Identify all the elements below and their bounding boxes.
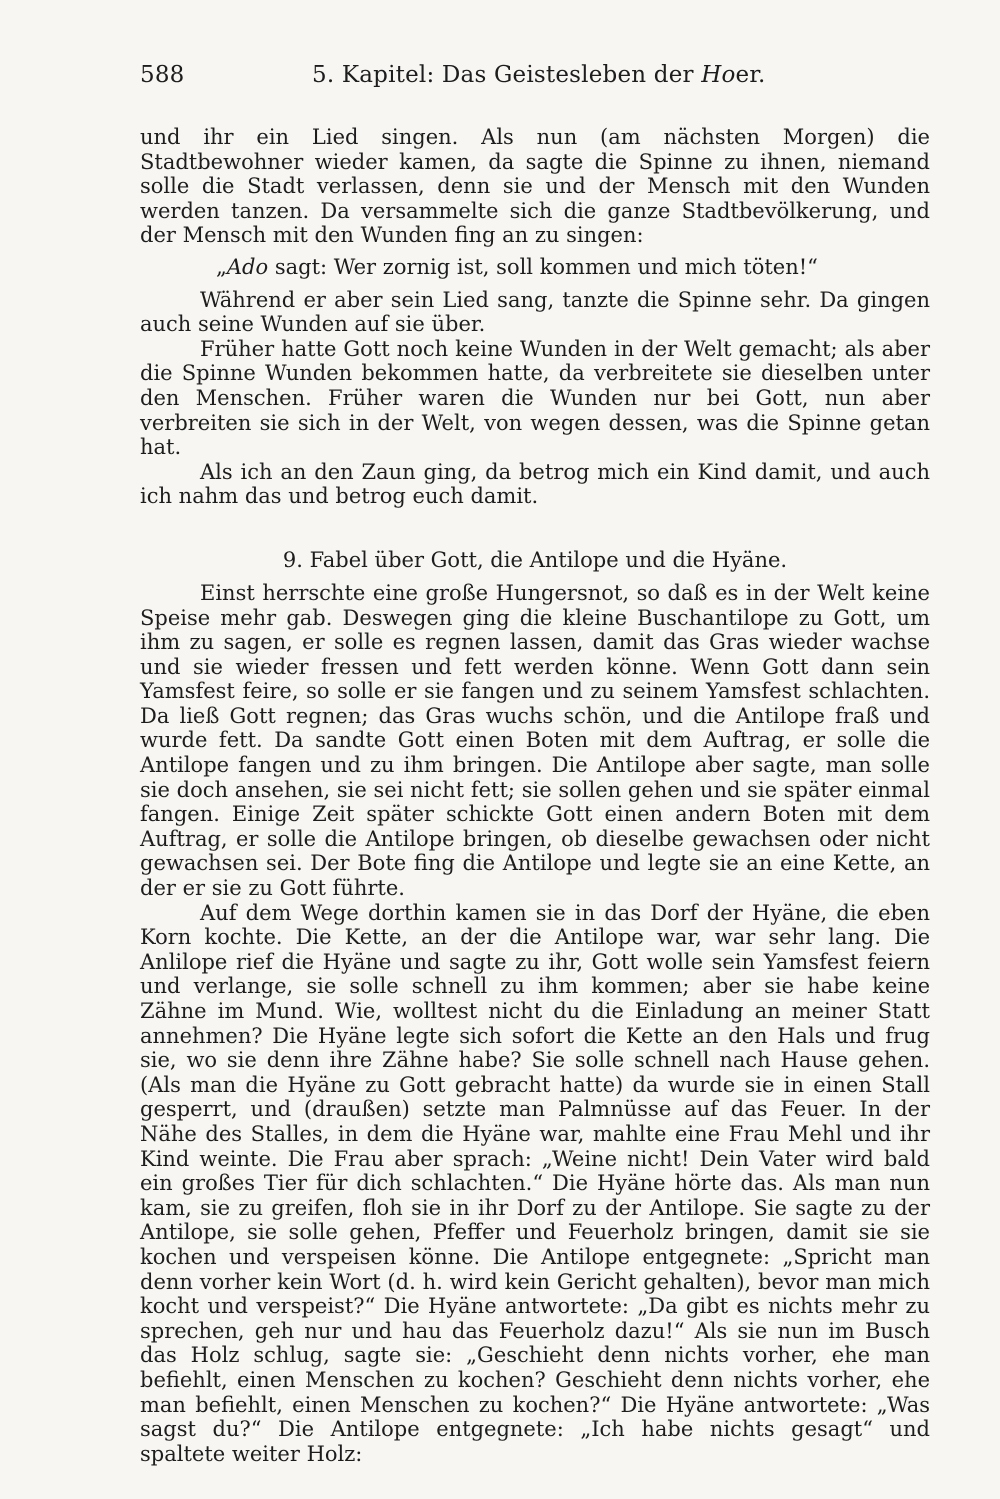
running-title-italic: Ho: [701, 62, 736, 88]
paragraph: Früher hatte Gott noch keine Wunden in der Welt gemacht; als aber die Spinne Wunden bekommen hatte, da verbreitete sie dieselben unter den Menschen. Früher waren die Wunden nur bei Gott, nun aber verbreiten sie sich in der Welt, von wegen dessen, was die Spinne getan hat.: [140, 336, 930, 460]
page-header: [140, 62, 930, 102]
section-heading: 9. Fabel über Gott, die Antilope und die Hyäne.: [282, 547, 788, 572]
paragraph-continued: und ihr ein Lied singen. Als nun (am nächsten Morgen) die Stadtbewohner wieder kamen, da sagte die Spinne zu ihnen, niemand solle die Stadt verlassen, denn sie und der Mensch mit den Wunden werden tanzen. Da versammelte sich die ganze Stadtbevölkerung, und der Mensch mit den Wunden fing an zu singen:: [140, 125, 930, 248]
verse-text: sagt: Wer zornig ist, soll kommen und mich töten!“: [268, 254, 818, 279]
running-title: [312, 62, 766, 88]
paragraph: Während er aber sein Lied sang, tanzte die Spinne sehr. Da gingen auch seine Wunden auf sie über.: [140, 287, 930, 337]
page-number: 588: [140, 62, 185, 88]
paragraph: Als ich an den Zaun ging, da betrog mich ein Kind damit, und auch ich nahm das und betrog euch damit.: [140, 459, 930, 509]
verse-open-quote: „: [216, 254, 227, 279]
page-body: [140, 125, 930, 1466]
verse-italic-name: Ado: [226, 254, 269, 279]
paragraph: Auf dem Wege dorthin kamen sie in das Dorf der Hyäne, die eben Korn kochte. Die Kette, an der die Antilope war, war sehr lang. Die Anlilope rief die Hyäne und sagte zu ihr, Gott wolle sein Yamsfest feiern und verlange, sie solle schnell zu ihm kommen; aber sie habe keine Zähne im Mund. Wie, wolltest nicht du die Einladung an meiner Statt annehmen? Die Hyäne legte sich sofort die Kette an den Hals und frug sie, wo sie denn ihre Zähne habe? Sie solle schnell nach Hause gehen. (Als man die Hyäne zu Gott gebracht hatte) da wurde sie in einen Stall gesperrt, und (draußen) setzte man Palmnüsse auf das Feuer. In der Nähe des Stalles, in dem die Hyäne war, mahlte eine Frau Mehl und ihr Kind weinte. Die Frau aber sprach: „Weine nicht! Dein Vater wird bald ein großes Tier für dich schlachten.“ Die Hyäne hörte das. Als man nun kam, sie zu greifen, floh sie in ihr Dorf zu der Antilope. Sie sagte zu der Antilope, sie solle gehen, Pfeffer und Feuerholz bringen, damit sie sie kochen und verspeisen könne. Die Antilope entgegnete: „Spricht man denn vorher kein Wort (d. h. wird kein Gericht gehalten), bevor man mich kocht und verspeist?“ Die Hyäne antwortete: „Da gibt es nichts mehr zu sprechen, geh nur und hau das Feuerholz dazu!“ Als sie nun im Busch das Holz schlug, sagte sie: „Geschieht denn nichts vorher, ehe man befiehlt, einen Menschen zu kochen? Geschieht denn nichts vorher, ehe man befiehlt, einen Menschen zu kochen?“ Die Hyäne antwortete: „Was sagst du?“ Die Antilope entgegnete: „Ich habe nichts gesagt“ und spaltete weiter Holz:: [140, 900, 930, 1466]
running-title-suffix: er.: [735, 62, 766, 88]
song-verse: [140, 255, 930, 280]
paragraph: Einst herrschte eine große Hungersnot, so daß es in der Welt keine Speise mehr gab. Deswegen ging die kleine Buschantilope zu Gott, um ihm zu sagen, er solle es regnen lassen, damit das Gras wieder wachse und sie wieder fressen und fett werden könne. Wenn Gott dann sein Yamsfest feire, so solle er sie fangen und zu seinem Yamsfest schlachten. Da ließ Gott regnen; das Gras wuchs schön, und die Antilope fraß und wurde fett. Da sandte Gott einen Boten mit dem Auftrag, er solle die Antilope fangen und zu ihm bringen. Die Antilope aber sagte, man solle sie doch ansehen, sie sei nicht fett; sie sollen gehen und sie später einmal fangen. Einige Zeit später schickte Gott einen andern Boten mit dem Auftrag, er solle die Antilope bringen, ob dieselbe gewachsen oder nicht gewachsen sei. Der Bote fing die Antilope und legte sie an eine Kette, an der er sie zu Gott führte.: [140, 580, 930, 901]
running-title-prefix: 5. Kapitel: Das Geistesleben der: [312, 62, 702, 88]
